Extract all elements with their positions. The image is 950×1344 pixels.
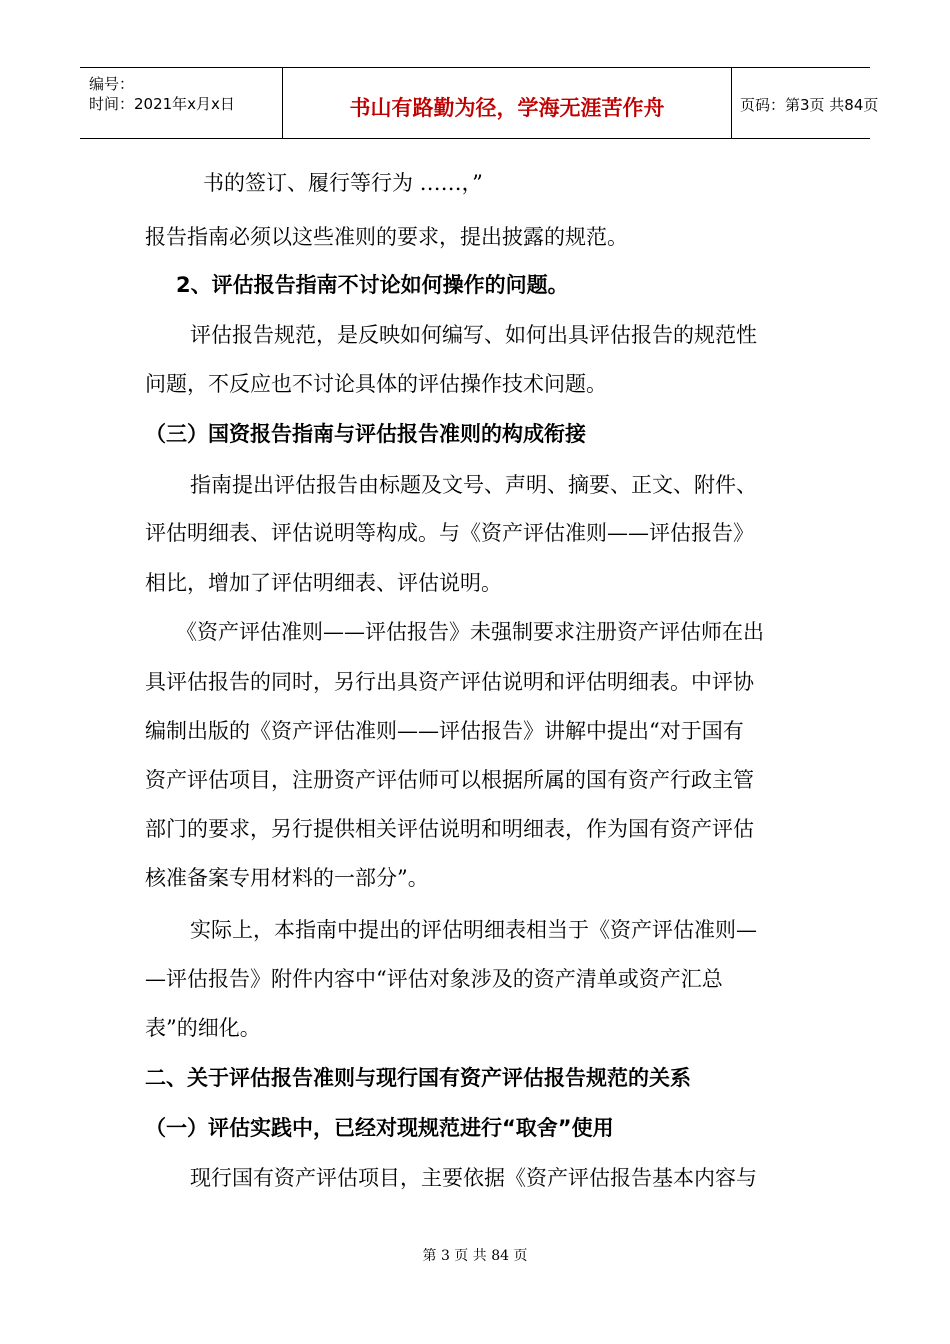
body-line-5: 问题，不反应也不讨论具体的评估操作技术问题。 (145, 372, 607, 396)
header-page-info: 页码：第3页 共84页 (740, 96, 879, 114)
body-line-1: 书的签订、履行等行为 ……，” (203, 171, 483, 195)
header-motto-cell (282, 68, 732, 138)
body-line-9: 相比，增加了评估明细表、评估说明。 (145, 571, 502, 595)
section-heading-yi: （一）评估实践中，已经对现规范进行“取舍”使用 (145, 1116, 614, 1140)
body-line-16: 实际上，本指南中提出的评估明细表相当于《资产评估准则— (190, 918, 757, 942)
body-line-8: 评估明细表、评估说明等构成。与《资产评估准则——评估报告》 (145, 521, 754, 545)
body-line-7: 指南提出评估报告由标题及文号、声明、摘要、正文、附件、 (190, 473, 757, 497)
section-heading-2: 2、评估报告指南不讨论如何操作的问题。 (176, 273, 569, 297)
document-number-label: 编号： (89, 75, 135, 93)
body-line-17: —评估报告》附件内容中“评估对象涉及的资产清单或资产汇总 (145, 967, 723, 991)
body-line-11: 具评估报告的同时，另行出具资产评估说明和评估明细表。中评协 (145, 670, 754, 694)
body-line-21: 现行国有资产评估项目，主要依据《资产评估报告基本内容与 (190, 1166, 757, 1190)
body-line-15: 核准备案专用材料的一部分”。 (145, 866, 429, 890)
page-footer: 第 3 页 共 84 页 (422, 1248, 528, 1264)
section-heading-er: 二、关于评估报告准则与现行国有资产评估报告规范的关系 (145, 1066, 691, 1090)
body-line-2: 报告指南必须以这些准则的要求，提出披露的规范。 (145, 225, 628, 249)
section-heading-3: （三）国资报告指南与评估报告准则的构成衔接 (145, 422, 586, 446)
body-line-18: 表”的细化。 (145, 1016, 261, 1040)
header-page-cell (731, 68, 879, 138)
document-time-label: 时间：2021年x月x日 (89, 95, 235, 113)
body-line-12: 编制出版的《资产评估准则——评估报告》讲解中提出“对于国有 (145, 719, 744, 743)
header-meta-cell (80, 68, 282, 138)
body-line-14: 部门的要求，另行提供相关评估说明和明细表，作为国有资产评估 (145, 817, 754, 841)
body-line-13: 资产评估项目，注册资产评估师可以根据所属的国有资产行政主管 (145, 768, 754, 792)
header-motto: 书山有路勤为径，学海无涯苦作舟 (349, 96, 665, 120)
body-line-4: 评估报告规范，是反映如何编写、如何出具评估报告的规范性 (190, 323, 757, 347)
body-line-10: 《资产评估准则——评估报告》未强制要求注册资产评估师在出 (176, 620, 764, 644)
page-header (80, 67, 879, 139)
